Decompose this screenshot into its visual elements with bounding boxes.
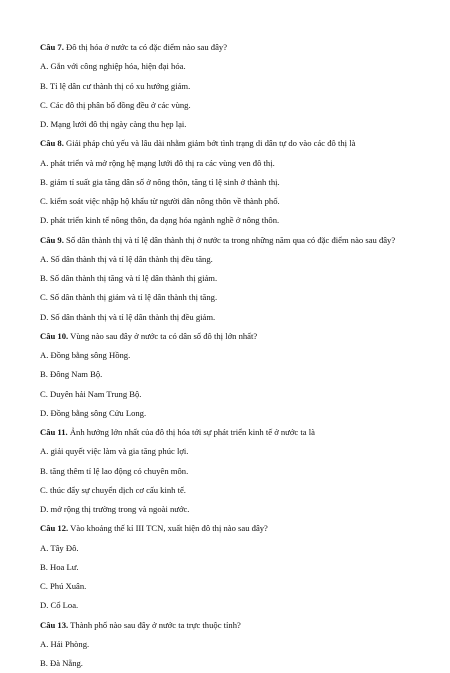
answer-option-a: A. Số dân thành thị và tỉ lệ dân thành thị đều tăng. [40,250,420,269]
answer-option-d: D. Mạng lưới đô thị ngày càng thu hẹp lại. [40,115,420,134]
question-10 [40,327,420,423]
question-text: Vào khoảng thế kỉ III TCN, xuất hiện đô thị nào sau đây? [68,523,268,533]
question-stem [40,616,420,635]
question-stem [40,231,420,250]
answer-option-d: D. mở rộng thị trường trong và ngoài nước. [40,500,420,519]
answer-option-d: D. Đồng bằng sông Cửu Long. [40,404,420,423]
answer-option-b: B. Đông Nam Bộ. [40,365,420,384]
answer-option-c: C. thúc đẩy sự chuyển dịch cơ cấu kinh tế. [40,481,420,500]
answer-option-c: C. Số dân thành thị giảm và tỉ lệ dân thành thị tăng. [40,288,420,307]
answer-option-a: A. Gắn với công nghiệp hóa, hiện đại hóa. [40,57,420,76]
answer-option-c: C. Các đô thị phân bố đồng đều ở các vùng. [40,96,420,115]
question-text: Ảnh hưởng lớn nhất của đô thị hóa tới sự phát triển kinh tế ở nước ta là [68,427,315,437]
answer-option-a: A. Đồng bằng sông Hồng. [40,346,420,365]
question-number: Câu 11. [40,427,68,437]
question-stem [40,134,420,153]
question-stem [40,423,420,442]
answer-option-a: A. giải quyết việc làm và gia tăng phúc lợi. [40,442,420,461]
answer-option-a: A. phát triển và mở rộng hệ mạng lưới đô thị ra các vùng ven đô thị. [40,154,420,173]
answer-option-a: A. Tây Đô. [40,539,420,558]
question-stem [40,519,420,538]
question-stem [40,38,420,57]
answer-option-b: B. giảm tỉ suất gia tăng dân số ở nông thôn, tăng tỉ lệ sinh ở thành thị. [40,173,420,192]
answer-option-b: B. Số dân thành thị tăng và tỉ lệ dân thành thị giảm. [40,269,420,288]
question-number: Câu 8. [40,138,64,148]
question-text: Vùng nào sau đây ở nước ta có dân số đô thị lớn nhất? [68,331,257,341]
question-text: Số dân thành thị và tỉ lệ dân thành thị ở nước ta trong những năm qua có đặc điểm nào sau đây? [64,235,395,245]
question-number: Câu 12. [40,523,68,533]
question-text: Đô thị hóa ở nước ta có đặc điểm nào sau đây? [64,42,227,52]
question-9 [40,231,420,327]
answer-option-d: D. Số dân thành thị và tỉ lệ dân thành thị đều giảm. [40,308,420,327]
answer-option-c: C. kiểm soát việc nhập hộ khẩu từ người dân nông thôn về thành phố. [40,192,420,211]
answer-option-b: B. Hoa Lư. [40,558,420,577]
question-text: Giải pháp chủ yếu và lâu dài nhằm giảm bớt tình trạng di dân tự do vào các đô thị là [64,138,356,148]
answer-option-b: B. Tỉ lệ dân cư thành thị có xu hướng giảm. [40,77,420,96]
answer-option-d: D. Cổ Loa. [40,596,420,615]
question-number: Câu 9. [40,235,64,245]
question-number: Câu 13. [40,620,68,630]
question-number: Câu 10. [40,331,68,341]
question-12 [40,519,420,615]
answer-option-b: B. Đà Nẵng. [40,654,420,673]
question-11 [40,423,420,519]
answer-option-d: D. phát triển kinh tế nông thôn, đa dạng hóa ngành nghề ở nông thôn. [40,211,420,230]
answer-option-b: B. tăng thêm tỉ lệ lao động có chuyên môn. [40,462,420,481]
question-8 [40,134,420,230]
question-text: Thành phố nào sau đây ở nước ta trực thuộc tỉnh? [68,620,241,630]
answer-option-c: C. Phú Xuân. [40,577,420,596]
question-7 [40,38,420,134]
question-13 [40,616,420,673]
answer-option-a: A. Hải Phòng. [40,635,420,654]
answer-option-c: C. Duyên hải Nam Trung Bộ. [40,385,420,404]
question-number: Câu 7. [40,42,64,52]
question-stem [40,327,420,346]
